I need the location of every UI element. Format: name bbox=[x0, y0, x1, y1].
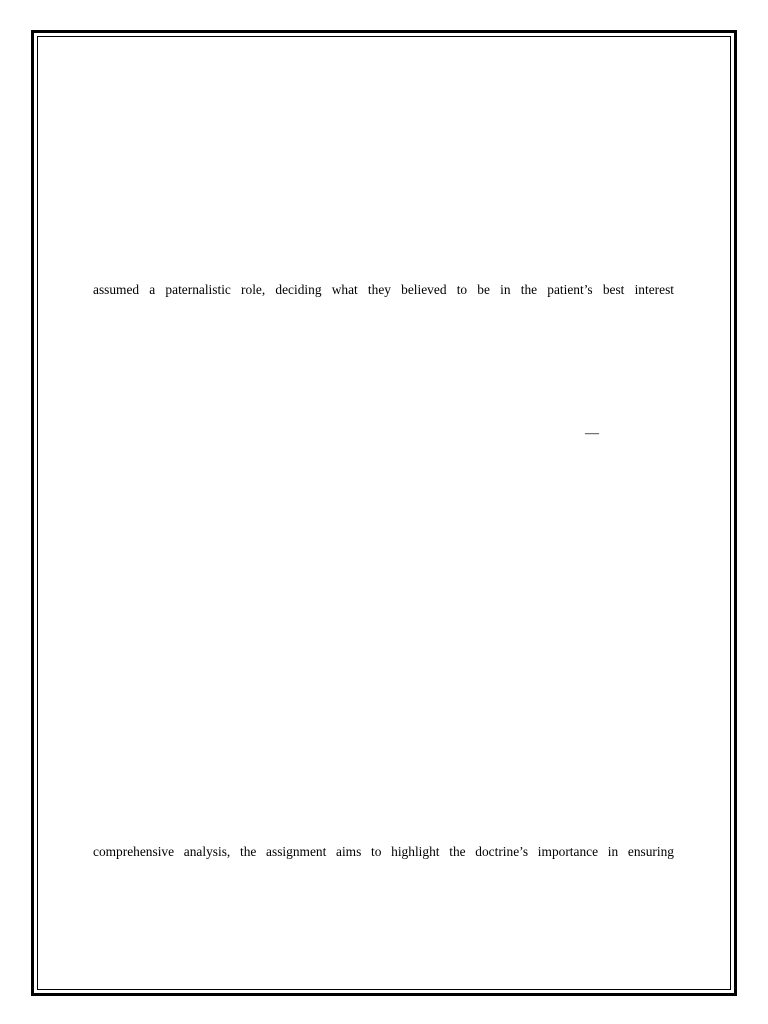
body-text-line: assumed a paternalistic role, deciding what they believed to be in the patient’s best interest bbox=[93, 282, 674, 297]
body-text-line: comprehensive analysis, the assignment aims to highlight the doctrine’s importance in ensuring bbox=[93, 844, 674, 859]
em-dash: — bbox=[585, 426, 599, 441]
